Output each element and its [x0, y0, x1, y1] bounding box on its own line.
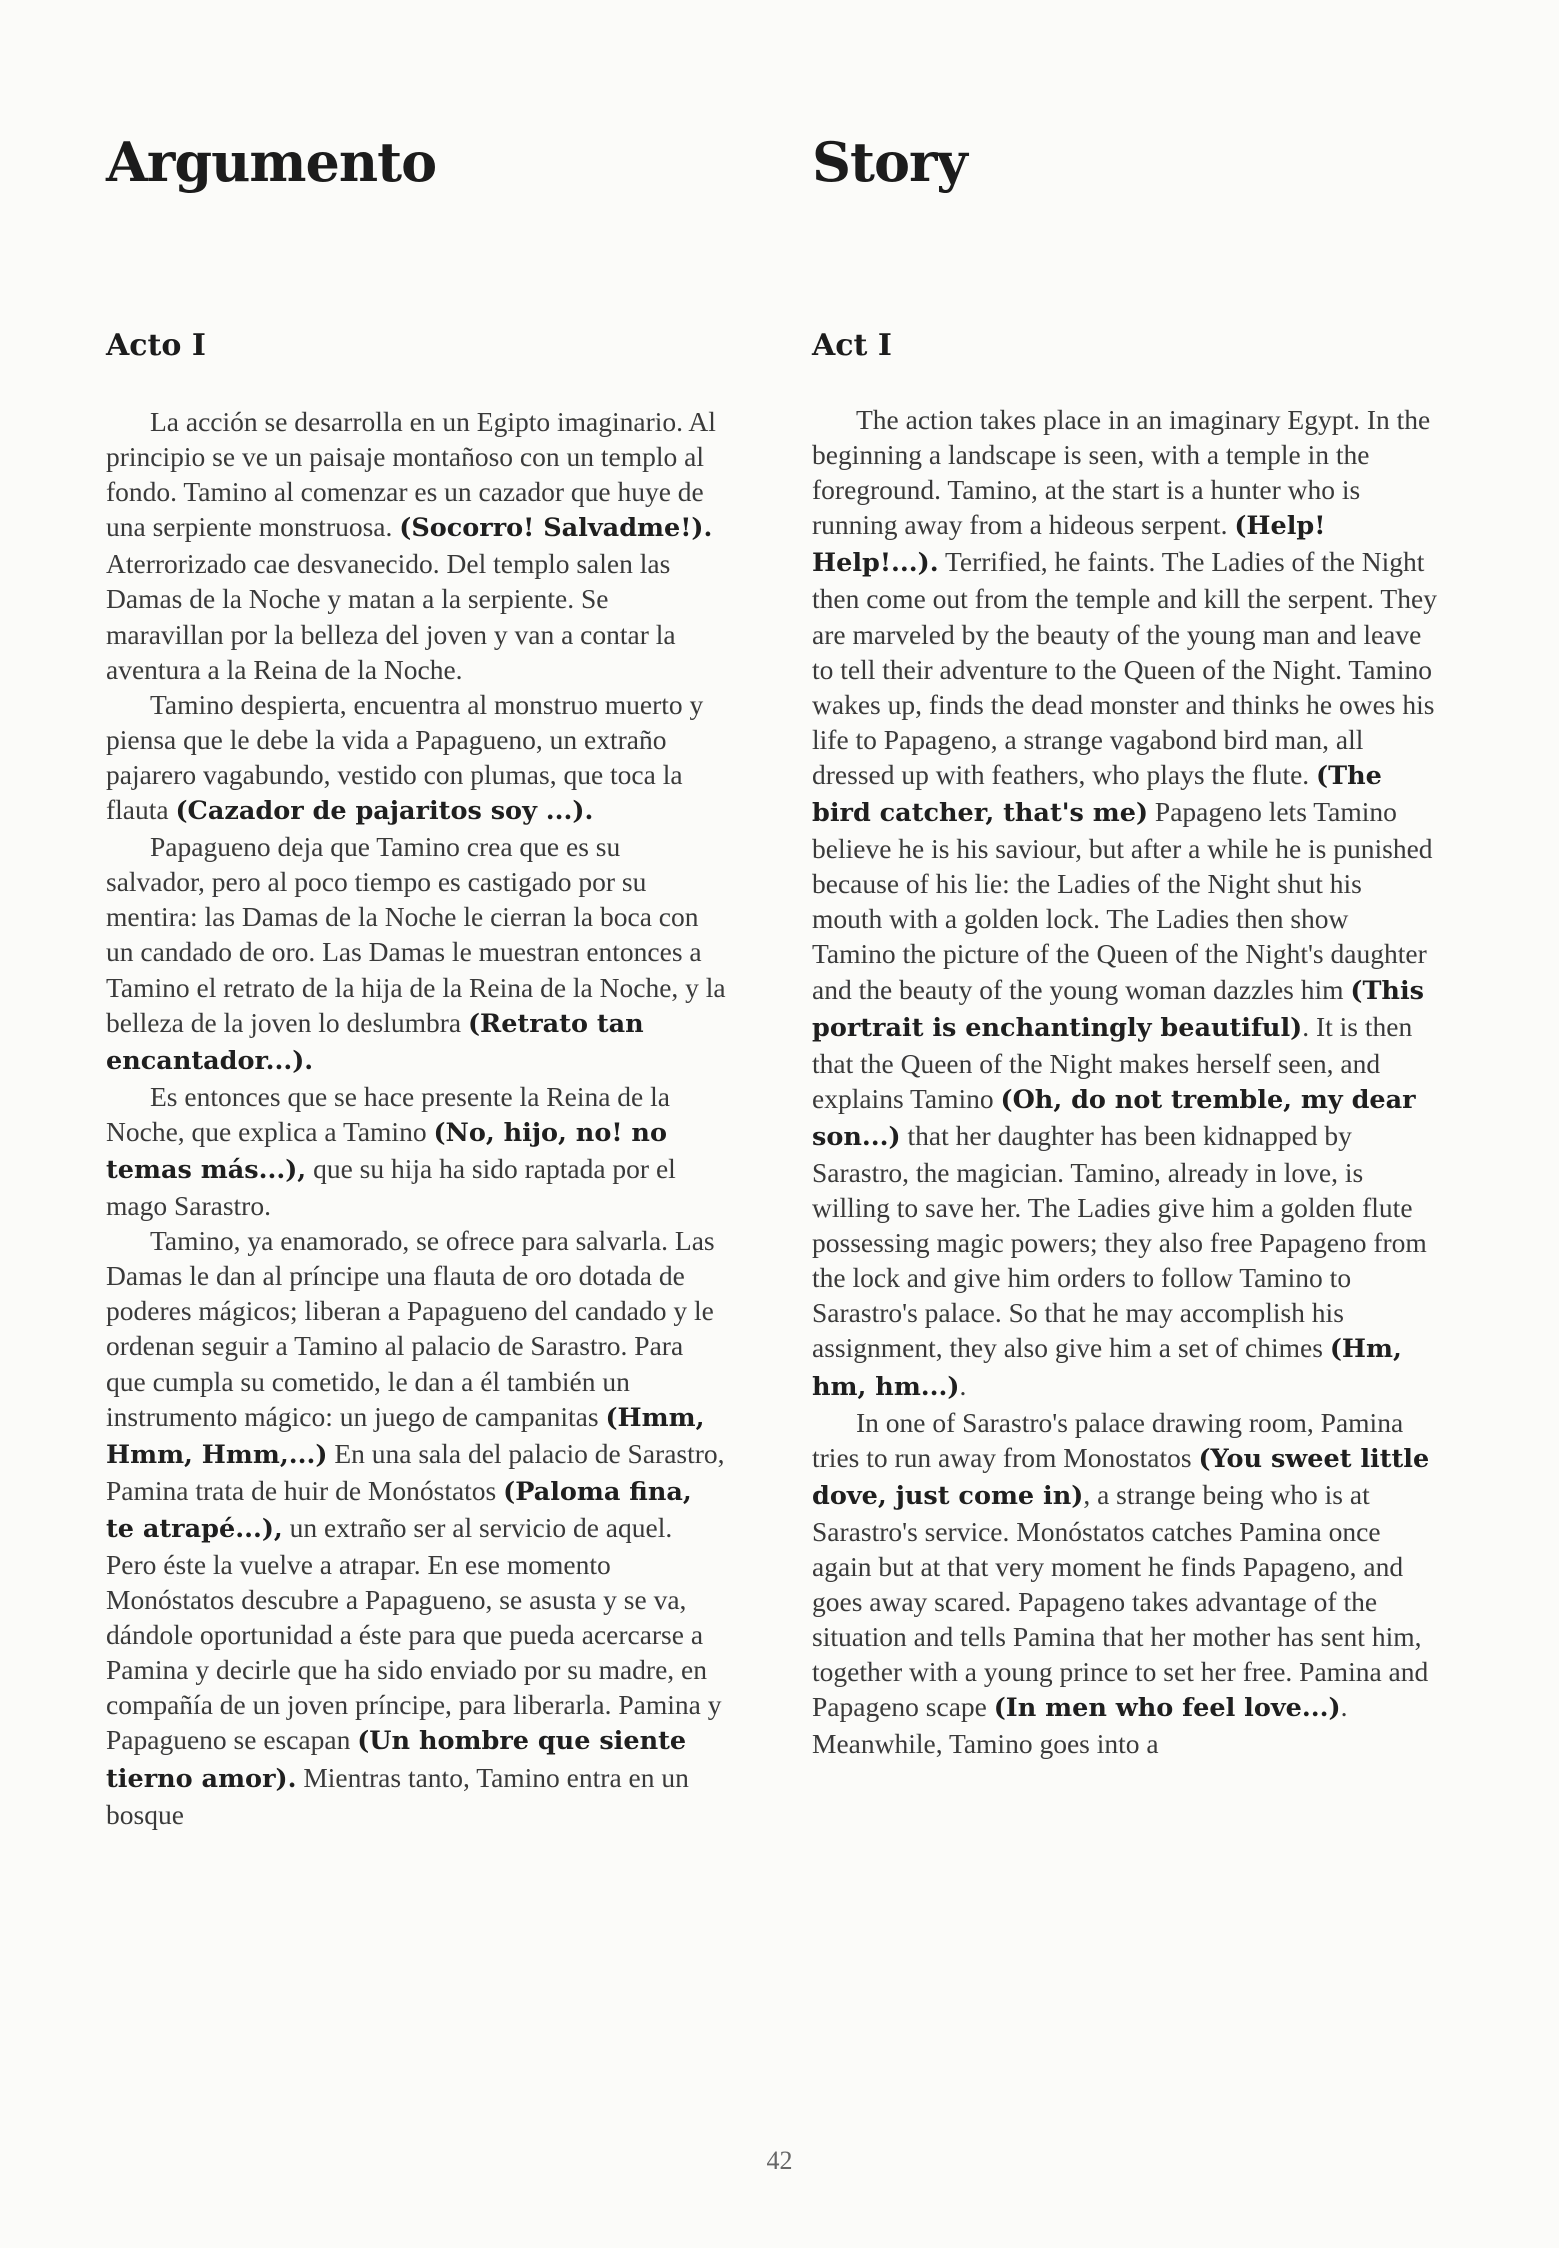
paragraph: [106, 1223, 726, 1832]
aria-title-bold: (Help! Help!...).: [812, 511, 1326, 579]
spanish-title: Argumento: [106, 130, 437, 194]
text-run: Es entonces que se hace presente la Reina de la Noche, que explica a Tamino: [106, 1080, 670, 1147]
text-run: que su hija ha sido raptada por el mago Sarastro.: [106, 1152, 676, 1222]
english-body: [812, 402, 1438, 1762]
text-run: En una sala del palacio de Sarastro, Pamina trata de huir de Monóstatos: [106, 1437, 725, 1506]
page-number: 42: [766, 2146, 793, 2175]
aria-title-bold: (This portrait is enchantingly beautiful): [812, 975, 1425, 1043]
paragraph: [812, 1405, 1438, 1762]
text-run: , a strange being who is at Sarastro's service. Monóstatos catches Pamina once again but at that very moment he finds Papageno, and goes away scared. Papageno takes advantage of the situation and tells Pamina that her mother has sent him, together with a young prince to set her free. Pamina and Papageno scape: [812, 1478, 1429, 1723]
text-run: The action takes place in an imaginary Egypt. In the beginning a landscape is seen, with a temple in the foreground. Tamino, at the start is a hunter who is running away from a hideous serpent.: [812, 404, 1431, 541]
aria-title-bold: (Oh, do not tremble, my dear son...): [812, 1084, 1416, 1152]
text-run: Terrified, he faints. The Ladies of the Night then come out from the temple and kill the serpent. They are marveled by the beauty of the young man and leave to tell their adventure to the Queen of the Night. Tamino wakes up, finds the dead monster and thinks he owes his life to Papageno, a strange vagabond bird man, all dressed up with feathers, who plays the flute.: [812, 546, 1437, 790]
text-run: Mientras tanto, Tamino entra en un bosque: [106, 1761, 689, 1830]
text-run: Papageno lets Tamino believe he is his saviour, but after a while he is punished because of his lie: the Ladies of the Night shut his mouth with a golden lock. The Ladies then show Tamino the picture of the Queen of the Night's daughter and the beauty of the young woman dazzles him: [812, 796, 1433, 1005]
text-run: Tamino despierta, encuentra al monstruo muerto y piensa que le debe la vida a Papagueno, un extraño pajarero vagabundo, vestido con plumas, que toca la flauta: [106, 688, 704, 826]
aria-title-bold: (The bird catcher, that's me): [812, 760, 1382, 829]
aria-title-bold: (Socorro! Salvadme!).: [399, 513, 713, 544]
paragraph: [106, 829, 726, 1079]
aria-title-bold: (No, hijo, no! no temas más...),: [106, 1117, 667, 1185]
paragraph: [106, 404, 726, 687]
text-run: . Meanwhile, Tamino goes into a: [812, 1691, 1348, 1760]
text-run: Tamino, ya enamorado, se ofrece para salvarla. Las Damas le dan al príncipe una flauta de oro dotada de poderes mágicos; liberan a Papagueno del candado y le ordenan seguir a Tamino al palacio de Sarastro. Para que cumpla su cometido, le dan a él también un instrumento mágico: un juego de campanitas: [106, 1225, 715, 1432]
text-run: that her daughter has been kidnapped by Sarastro, the magician. Tamino, already in love, is willing to save her. The Ladies give him a golden flute possessing magic powers; they also free Papageno from the lock and give him orders to follow Tamino to Sarastro's palace. So that he may accomplish his assignment, they also give him a set of chimes: [812, 1119, 1427, 1364]
paragraph: [106, 687, 726, 829]
english-act-heading: Act I: [812, 328, 892, 363]
aria-title-bold: (Cazador de pajaritos soy ...).: [175, 796, 594, 827]
aria-title-bold: (Hm, hm, hm...): [812, 1334, 1402, 1402]
text-run: un extraño ser al servicio de aquel. Pero éste la vuelve a atrapar. En ese momento Monóstatos descubre a Papagueno, se asusta y se va, dándole oportunidad a éste para que pueda acercarse a Pamina y decirle que ha sido enviado por su madre, en compañía de un joven príncipe, para liberarla. Pamina y Papagueno se escapan: [106, 1511, 722, 1756]
text-run: Aterrorizado cae desvanecido. Del templo salen las Damas de la Noche y matan a la serpiente. Se maravillan por la belleza del joven y van a contar la aventura a la Reina de la Noche.: [106, 548, 676, 685]
text-run: La acción se desarrolla en un Egipto imaginario. Al principio se ve un paisaje montañoso con un templo al fondo. Tamino al comenzar es un cazador que huye de una serpiente monstruosa.: [106, 406, 716, 543]
aria-title-bold: (You sweet little dove, just come in): [812, 1443, 1430, 1511]
paragraph: [812, 402, 1438, 1405]
spanish-act-heading: Acto I: [106, 328, 206, 363]
english-title: Story: [812, 130, 967, 194]
aria-title-bold: (Un hombre que siente tierno amor).: [106, 1726, 687, 1794]
text-run: . It is then that the Queen of the Night makes herself seen, and explains Tamino: [812, 1010, 1413, 1114]
spanish-body: [106, 404, 726, 1832]
aria-title-bold: (Paloma fina, te atrapé...),: [106, 1476, 692, 1544]
text-run: Papagueno deja que Tamino crea que es su salvador, pero al poco tiempo es castigado por su mentira: las Damas de la Noche le cierran la boca con un candado de oro. Las Damas le muestran entonces a Tamino el retrato de la hija de la Reina de la Noche, y la belleza de la joven lo deslumbra: [106, 831, 726, 1038]
text-run: In one of Sarastro's palace drawing room, Pamina tries to run away from Monostatos: [812, 1406, 1404, 1473]
text-run: .: [959, 1369, 967, 1401]
paragraph: [106, 1079, 726, 1223]
aria-title-bold: (Retrato tan encantador...).: [106, 1008, 644, 1076]
aria-title-bold: (Hmm, Hmm, Hmm,...): [106, 1402, 705, 1470]
aria-title-bold: (In men who feel love...): [993, 1693, 1341, 1724]
